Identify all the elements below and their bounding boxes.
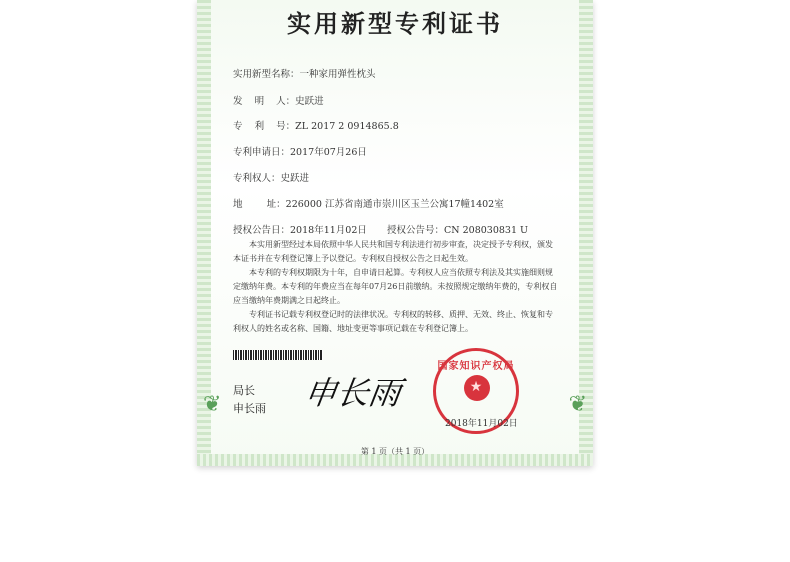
field-address: 地 址：226000 江苏省南通市崇川区玉兰公寓17幢1402室: [233, 199, 504, 210]
field-patent-number: 专 利 号：ZL 2017 2 0914865.8: [233, 121, 399, 132]
patent-certificate: [197, 0, 593, 466]
paragraph-grant: 本实用新型经过本局依照中华人民共和国专利法进行初步审查，决定授予专利权，颁发本证书并在专利登记簿上予以登记。专利权自授权公告之日起生效。: [233, 240, 553, 263]
field-application-date: 专利申请日：2017年07月26日: [233, 147, 367, 158]
field-utility-model-name: 实用新型名称：一种家用弹性枕头: [233, 69, 376, 80]
star-icon: ★: [469, 379, 483, 395]
paragraph-term: 本专利的专利权期限为十年，自申请日起算。专利权人应当依照专利法及其实施细则规定缴纳年费。本专利的年费应当在每年07月26日前缴纳。未按照规定缴纳年费的，专利权自应当缴纳年费期满之日起终止。: [233, 268, 558, 305]
barcode: [233, 350, 323, 360]
corner-ornament-right-icon: ❦: [568, 392, 587, 417]
paragraph-legal-status: 专利证书记载专利权登记时的法律状况。专利权的转移、质押、无效、终止、恢复和专利权人的姓名或名称、国籍、地址变更等事项记载在专利登记簿上。: [233, 310, 553, 333]
field-grant-date: 授权公告日：2018年11月02日: [233, 225, 367, 236]
field-grant-number: 授权公告号：CN 208030831 U: [387, 225, 529, 236]
field-inventor: 发 明 人：史跃进: [233, 96, 324, 107]
seal-text: 国家知识产权局: [437, 361, 515, 372]
director-title: 局长: [233, 384, 255, 397]
field-patentee: 专利权人：史跃进: [233, 173, 310, 184]
corner-ornament-left-icon: ❦: [203, 392, 222, 417]
director-name: 申长雨: [233, 402, 266, 415]
director-signature: 申长雨: [302, 374, 404, 412]
seal-date: 2018年11月02日: [445, 419, 518, 429]
certificate-title: 实用新型专利证书: [287, 9, 503, 38]
page-number: 第 1 页（共 1 页）: [360, 447, 430, 456]
